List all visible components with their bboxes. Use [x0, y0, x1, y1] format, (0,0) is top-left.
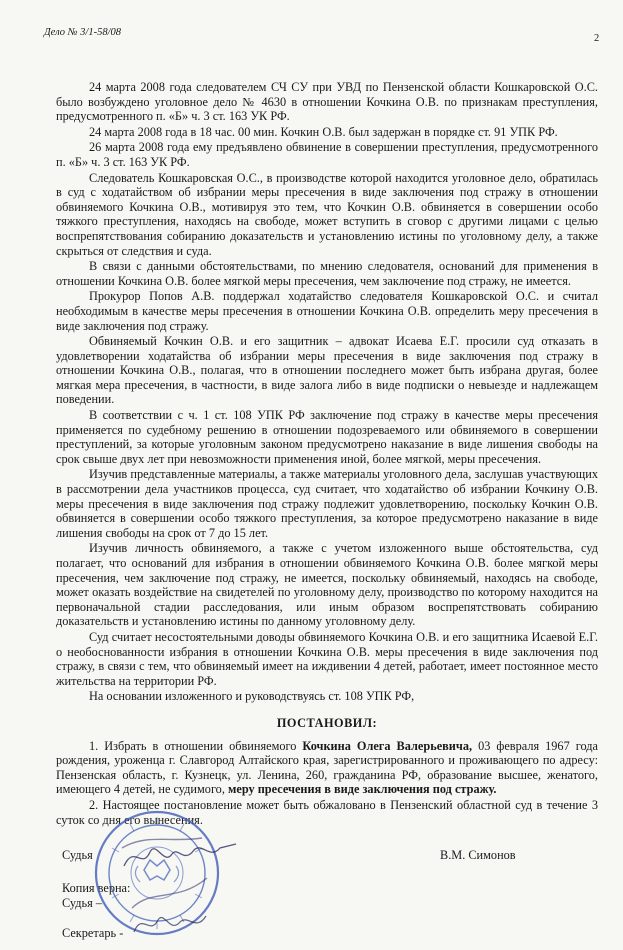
copy-judge-label: Судья –	[62, 896, 103, 910]
accused-name: Кочкина Олега Валерьевича,	[302, 738, 473, 753]
resolution-item-1	[56, 739, 598, 797]
item1-prefix: 1. Избрать в отношении обвиняемого	[89, 738, 303, 753]
preventive-measure: меру пресечения в виде заключения под стражу.	[227, 782, 497, 797]
paragraph: Обвиняемый Кочкин О.В. и его защитник – адвокат Исаева Е.Г. просили суд отказать в удовлетворении ходатайства об избрании меры пресечения в виде заключения под стражу в отношении Кочкина О.В., полагая, что в отношении последнего может быть избрана другая, более мягкая мера пресечения, в частности, в виде залога либо в виде подписки о невыезде и надлежащем поведении.	[56, 334, 598, 407]
resolution-item-2: 2. Настоящее постановление может быть обжаловано в Пензенский областной суд в течение 3 суток со дня его вынесения.	[56, 797, 598, 827]
paragraph: В связи с данными обстоятельствами, по мнению следователя, оснований для применения в отношении Кочкина О.В. более мягкой меры пресечения, чем заключение под стражу, не имеется.	[56, 259, 598, 288]
judge-name: В.М. Симонов	[440, 848, 516, 862]
judge-signature-icon	[120, 836, 240, 876]
judge-label: Судья	[62, 848, 93, 862]
document-body	[56, 80, 598, 828]
copy-label: Копия верна:	[62, 881, 131, 895]
paragraph: В соответствии с ч. 1 ст. 108 УПК РФ заключение под стражу в качестве меры пресечения применяется по судебному решению в отношении подозреваемого или обвиняемого в совершении преступлений, за которые уголовным законом предусмотрено наказание в виде лишения свободы на срок свыше двух лет при невозможности применения иной, более мягкой, меры пресечения.	[56, 408, 598, 466]
paragraph: Прокурор Попов А.В. поддержал ходатайство следователя Кошкаровской О.С. и считал необходимым в качестве меры пресечения в отношении Кочкина О.В. определить меру пресечения в виде заключения под стражу.	[56, 289, 598, 333]
paragraph: На основании изложенного и руководствуясь ст. 108 УПК РФ,	[89, 689, 415, 704]
paragraph: Изучив представленные материалы, а также материалы уголовного дела, заслушав участвующих в рассмотрении дела участников процесса, суд считает, что ходатайство об избрании Кочкину О.В. меры пресечения в виде заключения под стражу подлежит удовлетворению, поскольку Кочкин О.В. обвиняется в совершении особо тяжкого преступления, за которое предусмотрено наказание в виде лишения свободы на срок от 7 до 15 лет.	[56, 467, 598, 540]
paragraph: 24 марта 2008 года следователем СЧ СУ при УВД по Пензенской области Кошкаровской О.С. было возбуждено уголовное дело № 4630 в отношении Кочкина О.В. по признакам преступления, предусмотренного п. «Б» ч. 3 ст. 163 УК РФ.	[56, 80, 598, 124]
paragraph: 24 марта 2008 года в 18 час. 00 мин. Кочкин О.В. был задержан в порядке ст. 91 УПК РФ.	[89, 124, 558, 139]
item1-details: 03 февраля 1967 года рождения, уроженца г. Славгород Алтайского края, зарегистрированного и проживающего по адресу: Пензенская область, г. Кузнецк, ул. Ленина, 260, гражданина РФ, образование высшее, женатого, имеющего 4 детей, не судимого,	[56, 738, 598, 797]
paragraph: Следователь Кошкаровская О.С., в производстве которой находится уголовное дело, обратилась в суд с ходатайством об избрании меры пресечения в виде заключения под стражу в отношении обвиняемого Кочкина О.В., мотивируя это тем, что Кочкин О.В. обвиняется в совершении особо тяжкого преступления, находясь на свободе, может вступить в сговор с другими лицами с целью воспрепятствования собиранию доказательств и установлению истины по уголовному делу, а также скрыться от следствия и суда.	[56, 170, 598, 258]
secretary-signature-icon	[130, 906, 210, 942]
paragraph: 26 марта 2008 года ему предъявлено обвинение в совершении преступления, предусмотренного п. «Б» ч. 3 ст. 163 УК РФ.	[56, 140, 598, 169]
secretary-label: Секретарь -	[62, 926, 124, 940]
case-number: Дело № 3/1-58/08	[44, 27, 122, 38]
paragraph: Суд считает несостоятельными доводы обвиняемого Кочкина О.В. и его защитника Исаевой Е.Г. о необоснованности избрания в отношении Кочкина О.В. меры пресечения в виде заключения под стражу, в связи с тем, что обвиняемый имеет на иждивении 4 детей, работает, имеет постоянное место жительства на территории РФ.	[56, 629, 598, 688]
page-number: 2	[594, 33, 600, 44]
resolution-heading: ПОСТАНОВИЛ:	[276, 715, 378, 730]
paragraph: Изучив личность обвиняемого, а также с учетом изложенного выше обстоятельства, суд полагает, что оснований для избрания в отношении обвиняемого Кочкина О.В. более мягкой меры пресечения, чем заключение под стражу, не имеется, поскольку обвиняемый, находясь на свободе, может оказать воздействие на свидетелей по уголовному делу, производство по которому находится на первоначальной стадии расследования, или иным образом воспрепятствовать собиранию доказательств и установлению истины по данному уголовному делу.	[56, 541, 598, 629]
